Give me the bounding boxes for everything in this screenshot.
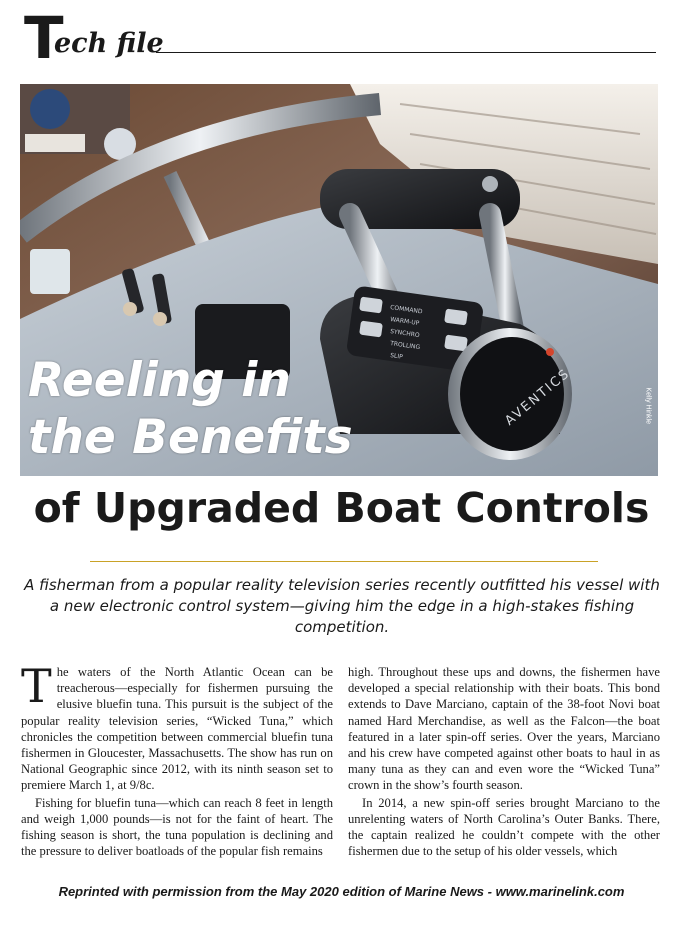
sticker-icon — [30, 89, 70, 129]
body-column-right — [348, 664, 660, 859]
header-rule — [156, 52, 656, 53]
svg-text:COMMAND: COMMAND — [389, 304, 423, 316]
body-paragraph: The waters of the North Atlantic Ocean can be treacherous—especially for fishermen pursuing the elusive bluefin tuna. This pursuit is the subject of the popular reality television series, “Wicked Tuna,” which chronicles the competition between commercial bluefin tuna fishermen in Gloucester, Massachusetts. The show has run on National Geographic since 2012, with its ninth season set to premiere March 1, at 9/8c. — [21, 659, 333, 793]
reprint-notice: Reprinted with permission from the May 2020 edition of Marine News - www.marinelink.com — [58, 884, 625, 899]
section-header — [24, 4, 656, 72]
svg-text:WARM-UP: WARM-UP — [389, 316, 420, 328]
svg-text:SYNCHRO: SYNCHRO — [389, 328, 420, 340]
headline-line-3: of Upgraded Boat Controls — [33, 484, 650, 532]
svg-text:SLIP: SLIP — [389, 352, 404, 361]
photo-credit: Kelly Hinkle — [645, 387, 652, 424]
body-paragraph: Fishing for bluefin tuna—which can reach 8 feet in length and weigh 1,000 pounds—is not for the faint of heart. The fishing season is short, the tuna population is declining and the pressure to deliver boatloads of the popular fish remains — [21, 795, 333, 859]
headline-overlay — [28, 352, 353, 466]
headline-line-1: Reeling in — [28, 353, 291, 408]
article-deck: A fisherman from a popular reality television series recently outfitted his vessel with a new electronic control system—giving him the edge in a high-stakes fishing competition. — [24, 576, 660, 636]
headline-line-2: the Benefits — [28, 410, 353, 465]
body-paragraph: high. Throughout these ups and downs, the fishermen have developed a special relationship with their boats. This bond extends to Dave Marciano, captain of the 38-foot Novi boat named Hard Merchandise, as well as the Falcon—the boat featured in a later spin-off series. Over the years, Marciano and his crew have competed against other boats to haul in as many tuna as they can and even wore the “Wicked Tuna” crown in the show’s fourth season. — [348, 665, 660, 793]
drop-cap: T — [21, 659, 52, 713]
gold-divider — [90, 561, 598, 562]
body-paragraph: In 2014, a new spin-off series brought Marciano to the unrelenting waters of North Carolina’s Outer Banks. There, the captain realized he couldn’t compete with the other fishermen due to the setup of his older vessels, which — [348, 795, 660, 859]
article-body — [21, 659, 661, 864]
brand-logo: AVENTICS — [502, 365, 574, 429]
body-column-left — [21, 659, 333, 859]
indicator-light-icon — [546, 348, 554, 356]
svg-text:TROLLING: TROLLING — [389, 340, 421, 352]
section-initial: T — [24, 4, 64, 72]
section-name: ech file — [54, 28, 164, 59]
hero-photo — [20, 84, 658, 476]
